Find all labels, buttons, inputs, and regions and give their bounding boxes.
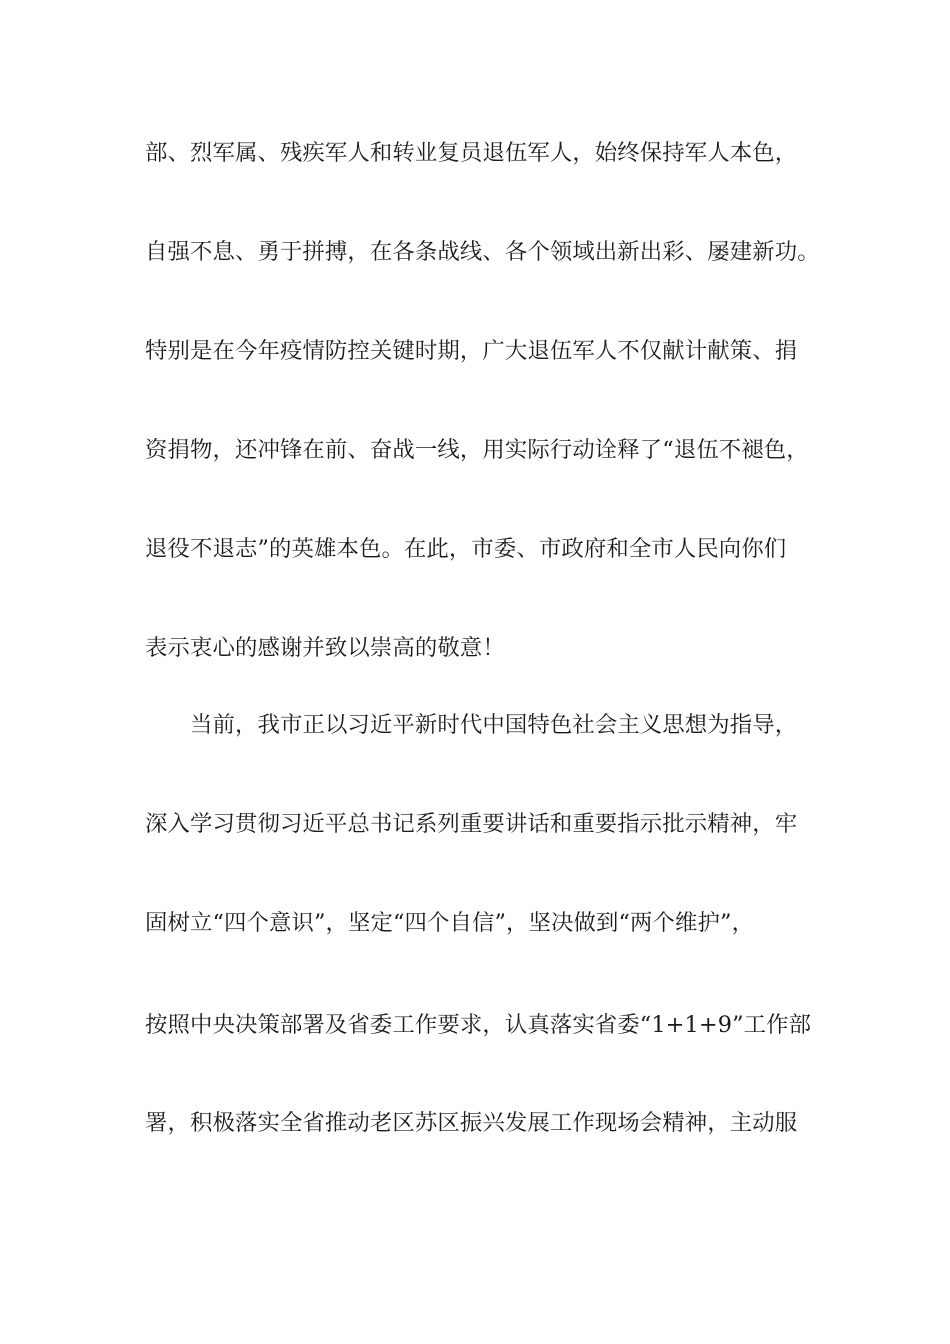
text-line-9: 固树立“四个意识”，坚定“四个自信”，坚决做到“两个维护”， bbox=[145, 910, 755, 936]
text-line-3: 特别是在今年疫情防控关键时期，广大退伍军人不仅献计献策、捐 bbox=[145, 338, 798, 364]
text-line-4: 资捐物，还冲锋在前、奋战一线，用实际行动诠释了“退伍不褪色， bbox=[145, 437, 809, 463]
text-line-2: 自强不息、勇于拼搏，在各条战线、各个领域出新出彩、屡建新功。 bbox=[145, 239, 820, 265]
text-line-8: 深入学习贯彻习近平总书记系列重要讲话和重要指示批示精神，牢 bbox=[145, 811, 798, 837]
text-line-11: 署，积极落实全省推动老区苏区振兴发展工作现场会精神，主动服 bbox=[145, 1110, 798, 1136]
text-line-5: 退役不退志”的英雄本色。在此，市委、市政府和全市人民向你们 bbox=[145, 536, 787, 562]
paragraph-start-line: 当前，我市正以习近平新时代中国特色社会主义思想为指导， bbox=[190, 712, 798, 738]
text-line-6: 表示衷心的感谢并致以崇高的敬意！ bbox=[145, 635, 505, 661]
text-line-1: 部、烈军属、残疾军人和转业复员退伍军人，始终保持军人本色， bbox=[145, 140, 798, 166]
text-line-10: 按照中央决策部署及省委工作要求，认真落实省委“1+1+9”工作部 bbox=[145, 1012, 812, 1038]
